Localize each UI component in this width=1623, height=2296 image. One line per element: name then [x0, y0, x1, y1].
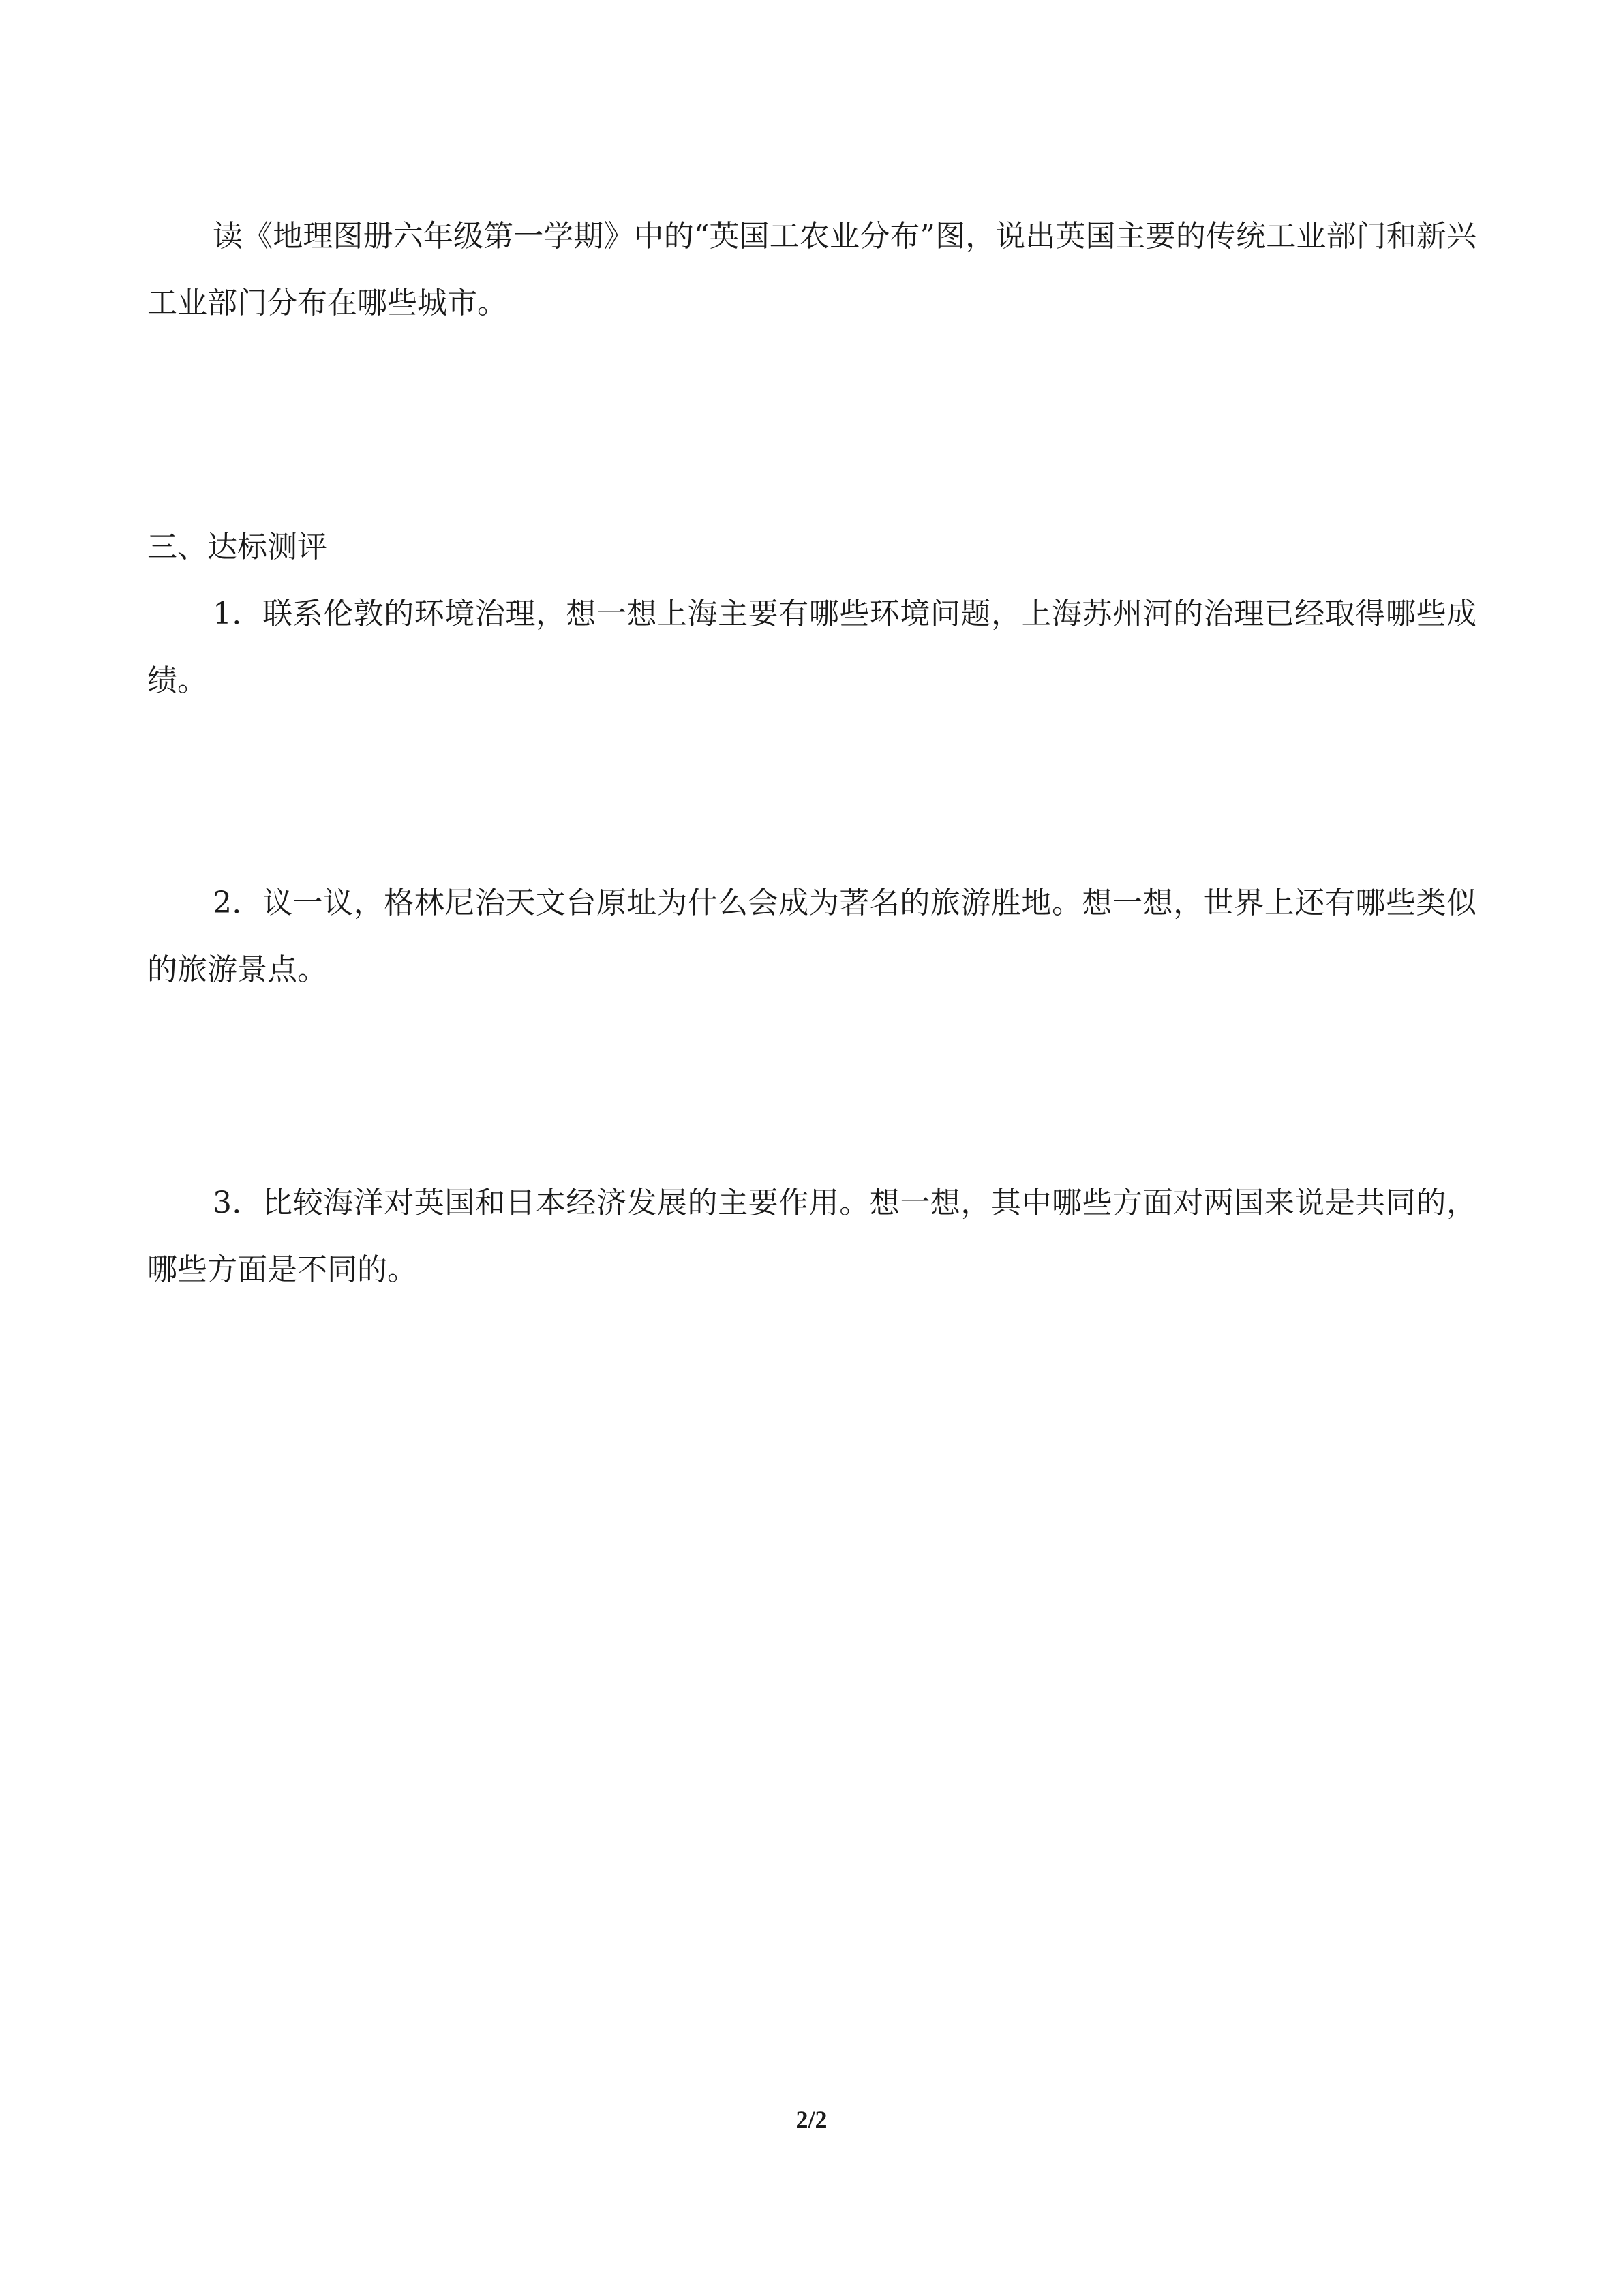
page-number: 2/2	[795, 2106, 828, 2133]
question-1: 1．联系伦敦的环境治理，想一想上海主要有哪些环境问题，上海苏州河的治理已经取得哪些成绩。	[147, 596, 1476, 698]
question-2: 2．议一议，格林尼治天文台原址为什么会成为著名的旅游胜地。想一想，世界上还有哪些类似的旅游景点。	[147, 886, 1476, 987]
section-heading: 三、达标测评	[147, 530, 327, 564]
question-3: 3．比较海洋对英国和日本经济发展的主要作用。想一想，其中哪些方面对两国来说是共同的，哪些方面是不同的。	[147, 1185, 1476, 1287]
intro-paragraph: 读《地理图册六年级第一学期》中的“英国工农业分布”图，说出英国主要的传统工业部门和新兴工业部门分布在哪些城市。	[147, 219, 1476, 320]
